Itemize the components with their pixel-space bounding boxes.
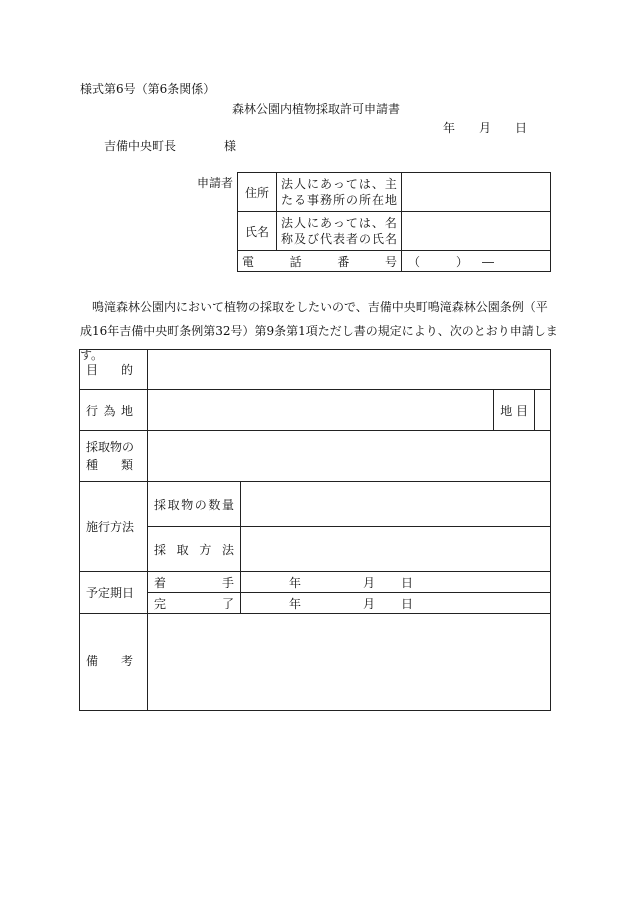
- label-char: 方: [199, 542, 212, 557]
- label-char: 採: [154, 542, 167, 557]
- tel-label-char: 電: [242, 254, 255, 269]
- label-char: 行: [86, 403, 99, 418]
- year-label: 年: [289, 575, 302, 590]
- land-category-group: [494, 390, 551, 431]
- month-label: 月: [363, 596, 376, 611]
- label-char: 考: [120, 653, 133, 668]
- items-label-line1: 採取物の: [86, 440, 135, 454]
- tel-label-char: 号: [384, 254, 397, 269]
- form-number: 様式第6号（第6条関係）: [80, 82, 216, 96]
- site-field[interactable]: [148, 390, 494, 431]
- label-char: 地: [120, 403, 133, 418]
- label-char: 取: [176, 542, 189, 557]
- method-label: 施行方法: [80, 482, 148, 572]
- address-field[interactable]: [402, 173, 551, 212]
- items-field[interactable]: [148, 431, 551, 482]
- application-date: 年 月 日: [443, 121, 528, 135]
- label-char: 了: [221, 596, 234, 611]
- name-field[interactable]: [402, 212, 551, 251]
- label-char: 法: [221, 542, 234, 557]
- land-category-field[interactable]: [535, 390, 550, 430]
- tel-label-char: 番: [337, 254, 350, 269]
- start-label: [148, 572, 241, 593]
- label-char: 類: [120, 458, 133, 472]
- label-char: 完: [154, 596, 167, 611]
- finish-label: [148, 593, 241, 614]
- finish-date-field[interactable]: [241, 593, 551, 614]
- address-label: 住所: [238, 173, 277, 212]
- label-char: 着: [154, 575, 167, 590]
- quantity-label: [148, 482, 241, 527]
- label-char: の: [194, 497, 207, 512]
- applicant-label: 申請者: [197, 176, 234, 190]
- day-label: 日: [401, 596, 414, 611]
- label-char: 手: [221, 575, 234, 590]
- items-label: [80, 431, 148, 482]
- address-note: 法人にあっては、主たる事務所の所在地: [277, 173, 402, 212]
- harvest-method-field[interactable]: [241, 527, 551, 572]
- day-label: 日: [401, 575, 414, 590]
- land-category-label: 地 目: [494, 390, 535, 430]
- label-char: 備: [86, 653, 99, 668]
- label-char: 採: [154, 497, 167, 512]
- harvest-method-label: [148, 527, 241, 572]
- purpose-label: [80, 350, 148, 390]
- remarks-label: [80, 614, 148, 711]
- label-char: 取: [167, 497, 180, 512]
- quantity-field[interactable]: [241, 482, 551, 527]
- schedule-label: 予定期日: [80, 572, 148, 614]
- label-char: 的: [120, 363, 133, 377]
- detail-table: [79, 349, 551, 711]
- tel-field[interactable]: （ ） ―: [402, 251, 551, 272]
- addressee-honorific: 様: [224, 139, 237, 153]
- start-date-field[interactable]: [241, 572, 551, 593]
- label-char: 種: [86, 458, 99, 472]
- addressee-name: 吉備中央町長: [104, 139, 177, 153]
- purpose-field[interactable]: [148, 350, 551, 390]
- addressee: [104, 137, 236, 154]
- name-label: 氏名: [238, 212, 277, 251]
- label-char: 数: [208, 497, 221, 512]
- application-statement: 鳴滝森林公園内において植物の採取をしたいので、吉備中央町鳴滝森林公園条例（平成16年吉備中央町条例第32号）第9条第1項ただし書の規定により、次のとおり申請します。: [80, 300, 558, 362]
- year-label: 年: [289, 596, 302, 611]
- remarks-field[interactable]: [148, 614, 551, 711]
- label-char: 物: [181, 497, 194, 512]
- month-label: 月: [363, 575, 376, 590]
- site-label: [80, 390, 148, 431]
- label-char: 為: [103, 403, 116, 418]
- label-char: 目: [86, 363, 99, 377]
- tel-label-char: 話: [289, 254, 302, 269]
- name-note: 法人にあっては、名称及び代表者の氏名: [277, 212, 402, 251]
- label-char: 量: [221, 497, 234, 512]
- document-title: 森林公園内植物採取許可申請書: [232, 102, 401, 116]
- applicant-table: [237, 172, 551, 272]
- tel-label: [238, 251, 402, 272]
